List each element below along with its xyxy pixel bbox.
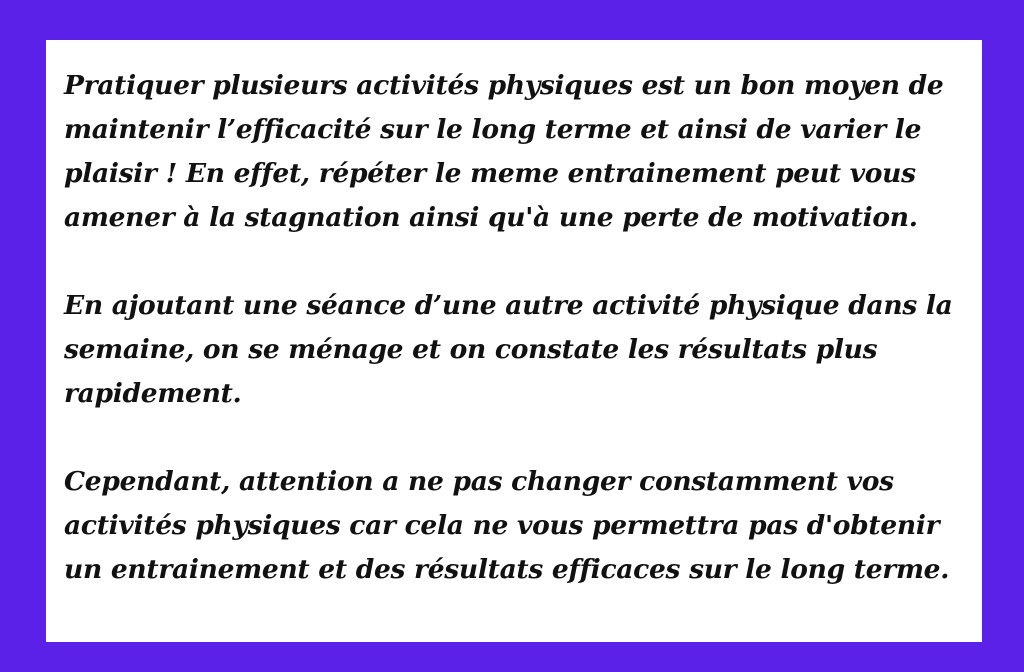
text-card [46,40,982,642]
text-line: semaine, on se ménage et on constate les résultats plus [64,334,878,365]
text-line: plaisir ! En effet, répéter le meme entrainement peut vous [64,158,916,189]
text-line: rapidement. [64,378,242,409]
paragraph-warning [64,460,966,592]
text-line: un entrainement et des résultats efficaces sur le long terme. [64,554,950,585]
paragraph-extra-session [64,284,966,416]
text-line: activités physiques car cela ne vous permettra pas d'obtenir [64,510,940,541]
text-line: Pratiquer plusieurs activités physiques est un bon moyen de [64,70,944,101]
paragraph-spacer [64,240,966,284]
text-line: amener à la stagnation ainsi qu'à une perte de motivation. [64,202,918,233]
paragraph-variety [64,64,966,240]
text-line: En ajoutant une séance d’une autre activité physique dans la [64,290,953,321]
text-line: Cependant, attention a ne pas changer constamment vos [64,466,894,497]
paragraph-spacer [64,416,966,460]
text-line: maintenir l’efficacité sur le long terme et ainsi de varier le [64,114,922,145]
